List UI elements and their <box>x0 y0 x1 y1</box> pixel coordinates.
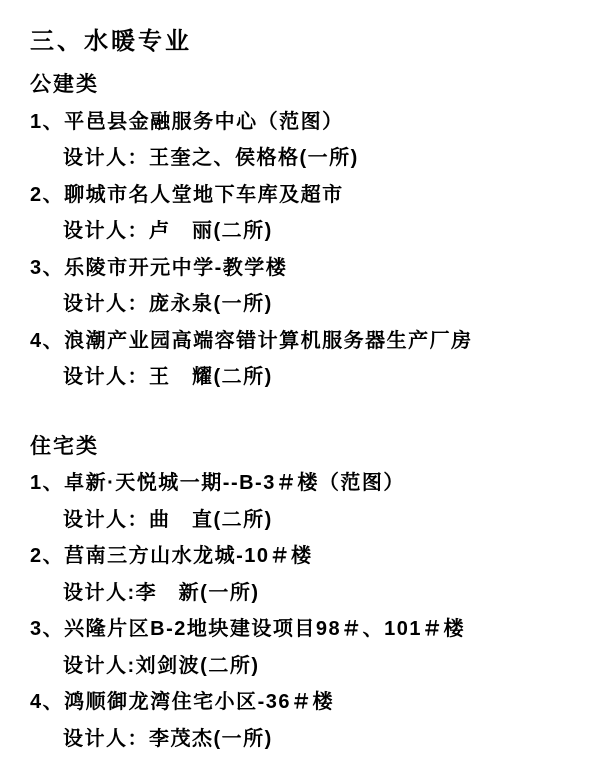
project-title: 2、聊城市名人堂地下车库及超市 <box>30 183 344 206</box>
project-title: 1、卓新·天悦城一期--B-3＃楼（范图） <box>30 472 405 494</box>
section-residential <box>30 429 580 758</box>
project-designer: 设计人：卢 丽(二所) <box>63 220 273 242</box>
project-entry <box>30 177 580 250</box>
project-designer: 设计人：曲 直(二所) <box>63 508 273 531</box>
page-title: 三、水暖专业 <box>30 28 192 55</box>
project-entry <box>30 538 580 611</box>
project-title: 3、兴隆片区B-2地块建设项目98＃、101＃楼 <box>30 618 465 640</box>
project-designer: 设计人：庞永泉(一所) <box>63 293 273 315</box>
project-designer: 设计人:李 新(一所) <box>63 581 260 604</box>
project-title: 1、平邑县金融服务中心（范图） <box>30 110 344 133</box>
project-title: 3、乐陵市开元中学-教学楼 <box>30 256 288 279</box>
project-entry <box>30 323 580 396</box>
project-designer: 设计人：李茂杰(一所) <box>63 727 273 750</box>
project-title: 4、浪潮产业园高端容错计算机服务器生产厂房 <box>30 329 473 352</box>
project-designer: 设计人:刘剑波(二所) <box>63 654 260 677</box>
project-entry <box>30 465 580 538</box>
project-title: 4、鸿顺御龙湾住宅小区-36＃楼 <box>30 691 335 713</box>
project-designer: 设计人：王奎之、侯格格(一所) <box>63 147 359 169</box>
section-public-buildings <box>30 67 580 396</box>
project-title: 2、莒南三方山水龙城-10＃楼 <box>30 545 313 567</box>
project-entry <box>30 250 580 323</box>
project-designer: 设计人：王 耀(二所) <box>63 366 273 388</box>
category-heading-residential: 住宅类 <box>30 434 99 458</box>
project-entry <box>30 104 580 177</box>
project-entry <box>30 684 580 757</box>
project-entry <box>30 611 580 684</box>
category-heading-public: 公建类 <box>30 73 99 96</box>
